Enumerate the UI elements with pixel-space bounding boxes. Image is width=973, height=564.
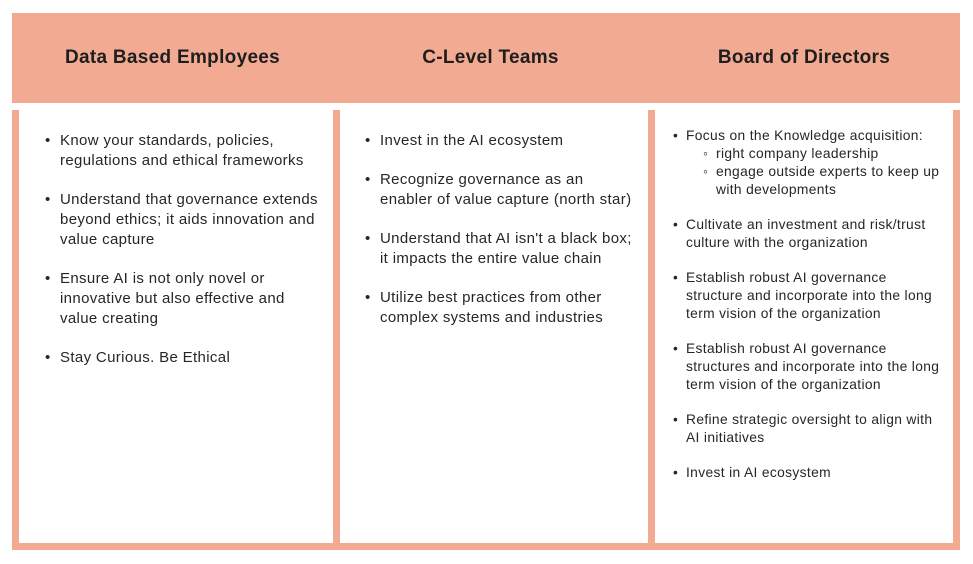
- bullet-item: • Recognize governance as an enabler of value capture (north star): [365, 170, 634, 210]
- sub-bullet-item: ◦ right company leadership: [703, 145, 945, 163]
- column-body-data-based-employees: [19, 110, 333, 543]
- bullet-item: • Invest in AI ecosystem: [673, 464, 945, 482]
- column-body-c-level-teams: [340, 110, 648, 543]
- column-header-data-based-employees: Data Based Employees: [64, 47, 281, 68]
- bullet-item: • Utilize best practices from other complex systems and industries: [365, 288, 634, 328]
- sub-bullet-item: ◦ engage outside experts to keep up with developments: [703, 163, 945, 199]
- column-header-c-level-teams: C-Level Teams: [422, 47, 559, 68]
- bullet-list: [365, 131, 634, 328]
- sub-bullet-list: [703, 145, 945, 199]
- bullet-item: • Ensure AI is not only novel or innovative but also effective and value creating: [45, 269, 321, 329]
- column-header-board-of-directors: Board of Directors: [717, 47, 891, 68]
- bullet-list: [673, 127, 945, 482]
- bullet-item-text: Focus on the Knowledge acquisition:: [686, 128, 923, 143]
- column-body-board-of-directors: [655, 110, 953, 543]
- body-row: [12, 110, 960, 550]
- bullet-item: [673, 127, 945, 199]
- bullet-item: • Stay Curious. Be Ethical: [45, 348, 321, 368]
- bullet-item: • Establish robust AI governance structures and incorporate into the long term vision of the organization: [673, 340, 945, 394]
- bullet-item: • Establish robust AI governance structure and incorporate into the long term vision of the organization: [673, 269, 945, 323]
- table-frame: [12, 13, 960, 550]
- bullet-item: • Understand that AI isn't a black box; it impacts the entire value chain: [365, 229, 634, 269]
- bullet-item: • Understand that governance extends beyond ethics; it aids innovation and value capture: [45, 190, 321, 250]
- bullet-item: • Know your standards, policies, regulations and ethical frameworks: [45, 131, 321, 171]
- bullet-item: • Cultivate an investment and risk/trust culture with the organization: [673, 216, 945, 252]
- bullet-item: • Invest in the AI ecosystem: [365, 131, 634, 151]
- header-row: [12, 13, 960, 103]
- bullet-item: • Refine strategic oversight to align with AI initiatives: [673, 411, 945, 447]
- bullet-list: [45, 131, 321, 368]
